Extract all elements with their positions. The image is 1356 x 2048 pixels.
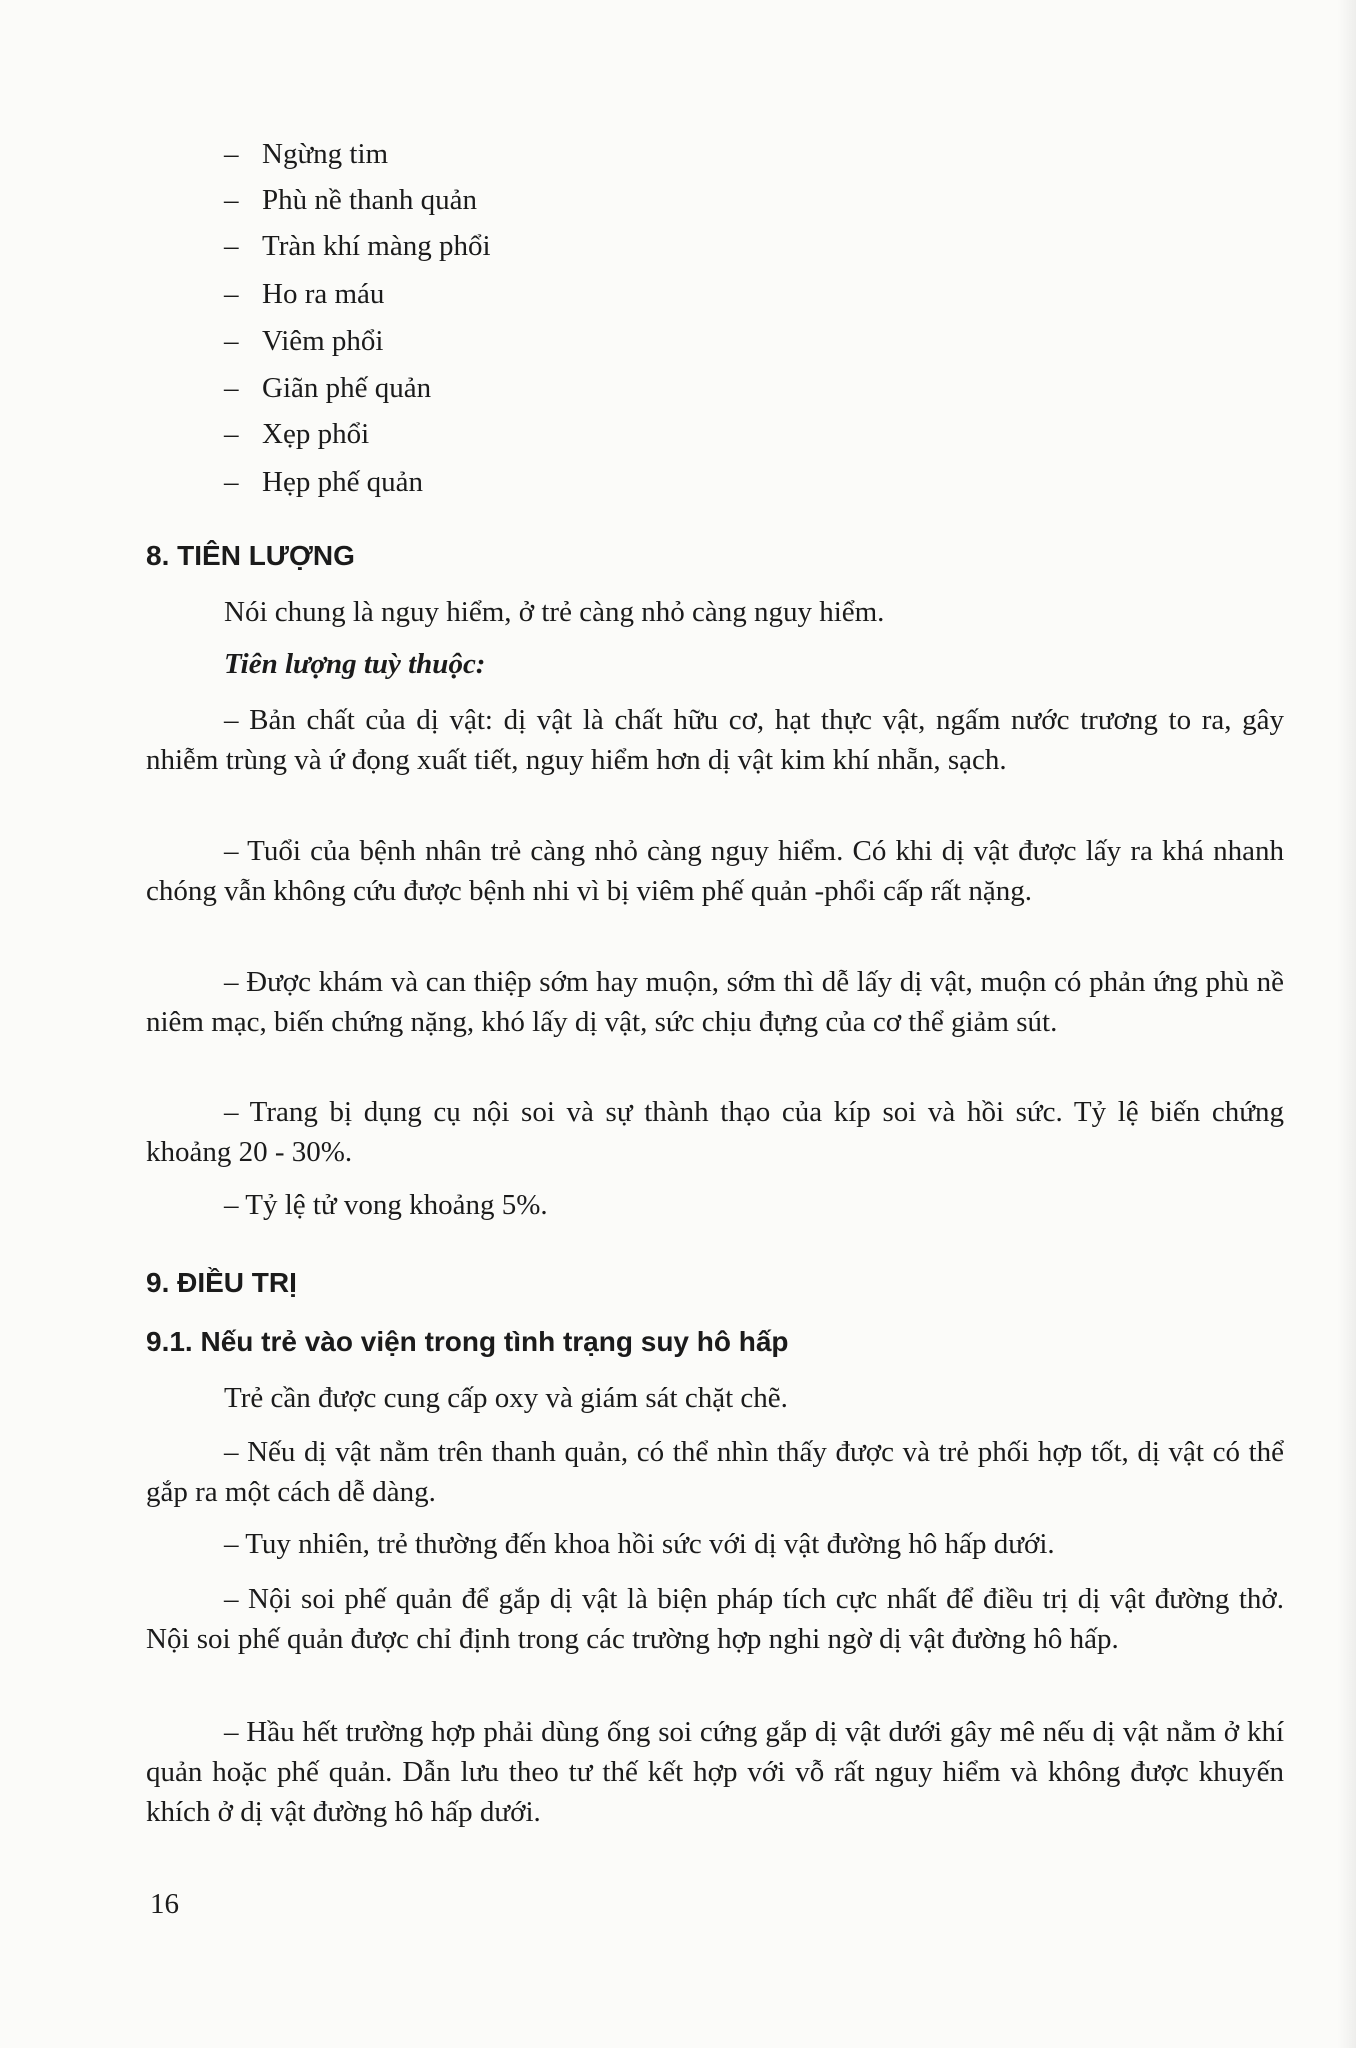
list-item-text: Viêm phổi <box>262 325 384 357</box>
section-8-intro: Nói chung là nguy hiểm, ở trẻ càng nhỏ càng nguy hiểm. <box>224 596 885 628</box>
section-9-paragraph: – Tuy nhiên, trẻ thường đến khoa hồi sức với dị vật đường hô hấp dưới. <box>224 1528 1055 1560</box>
list-item-text: Giãn phế quản <box>262 372 432 404</box>
list-item: – Viêm phổi <box>224 325 384 357</box>
list-item: – Phù nề thanh quản <box>224 184 478 216</box>
list-item-text: Phù nề thanh quản <box>262 184 478 216</box>
section-9-paragraph: – Nội soi phế quản để gắp dị vật là biện pháp tích cực nhất để điều trị dị vật đường thở. Nội soi phế quản được chỉ định trong các trường hợp nghi ngờ dị vật đường hô hấp. <box>146 1583 1284 1655</box>
section-9-intro: Trẻ cần được cung cấp oxy và giám sát chặt chẽ. <box>224 1382 788 1414</box>
section-8-paragraph: – Được khám và can thiệp sớm hay muộn, sớm thì dễ lấy dị vật, muộn có phản ứng phù nề niêm mạc, biến chứng nặng, khó lấy dị vật, sức chịu đựng của cơ thể giảm sút. <box>146 966 1284 1038</box>
page-number: 16 <box>150 1888 179 1920</box>
list-item-text: Xẹp phổi <box>262 418 370 450</box>
section-8-heading: 8. TIÊN LƯỢNG <box>146 540 355 571</box>
list-item-text: Ngừng tim <box>262 138 389 170</box>
page-edge-shadow <box>1338 0 1356 2048</box>
section-8-subheading: Tiên lượng tuỳ thuộc: <box>224 648 486 680</box>
section-8-paragraph: – Bản chất của dị vật: dị vật là chất hữu cơ, hạt thực vật, ngấm nước trương to ra, gây nhiễm trùng và ứ đọng xuất tiết, nguy hiểm hơn dị vật kim khí nhẵn, sạch. <box>146 704 1284 776</box>
section-9-heading: 9. ĐIỀU TRỊ <box>146 1267 297 1298</box>
list-item: – Tràn khí màng phổi <box>224 230 491 262</box>
section-8-paragraph: – Tỷ lệ tử vong khoảng 5%. <box>224 1189 548 1221</box>
section-9-1-subheading: 9.1. Nếu trẻ vào viện trong tình trạng suy hô hấp <box>146 1326 789 1357</box>
section-8-paragraph: – Trang bị dụng cụ nội soi và sự thành thạo của kíp soi và hồi sức. Tỷ lệ biến chứng khoảng 20 - 30%. <box>146 1096 1284 1168</box>
section-9-paragraph: – Hầu hết trường hợp phải dùng ống soi cứng gắp dị vật dưới gây mê nếu dị vật nằm ở khí quản hoặc phế quản. Dẫn lưu theo tư thế kết hợp với vỗ rất nguy hiểm và không được khuyến khích ở dị vật đường hô hấp dưới. <box>146 1716 1284 1828</box>
list-item: – Hẹp phế quản <box>224 466 424 498</box>
list-item-text: Tràn khí màng phổi <box>262 230 491 262</box>
list-item: – Giãn phế quản <box>224 372 432 404</box>
list-item-text: Hẹp phế quản <box>262 466 424 498</box>
list-item-text: Ho ra máu <box>262 278 385 310</box>
section-9-paragraph: – Nếu dị vật nằm trên thanh quản, có thể nhìn thấy được và trẻ phối hợp tốt, dị vật có thể gắp ra một cách dễ dàng. <box>146 1436 1284 1508</box>
list-item: – Ngừng tim <box>224 138 389 170</box>
list-item: – Xẹp phổi <box>224 418 370 450</box>
list-item: – Ho ra máu <box>224 278 385 310</box>
section-8-paragraph: – Tuổi của bệnh nhân trẻ càng nhỏ càng nguy hiểm. Có khi dị vật được lấy ra khá nhanh chóng vẫn không cứu được bệnh nhi vì bị viêm phế quản -phổi cấp rất nặng. <box>146 835 1284 907</box>
